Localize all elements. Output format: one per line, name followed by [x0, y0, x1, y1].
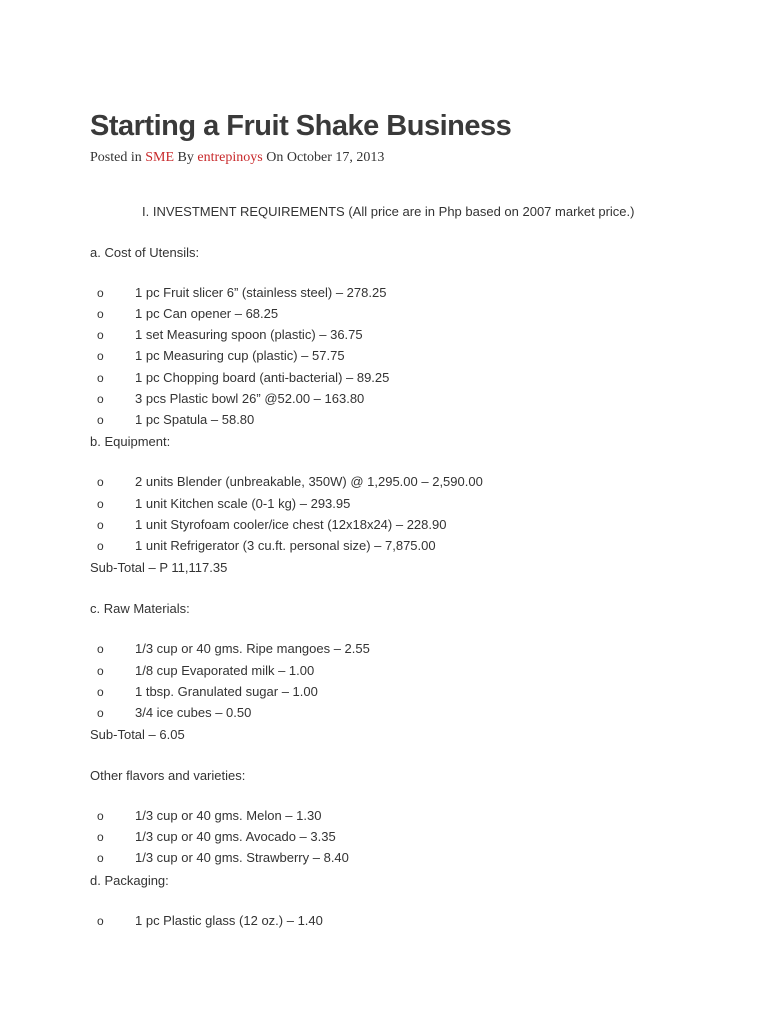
bullet-icon: o [97, 371, 104, 385]
section-heading-other-flavors: Other flavors and varieties: [90, 768, 246, 783]
page-title: Starting a Fruit Shake Business [90, 110, 512, 142]
bullet-icon: o [97, 642, 104, 656]
list-item-text: 1/3 cup or 40 gms. Melon – 1.30 [135, 808, 322, 823]
list-item-text: 1 pc Fruit slicer 6” (stainless steel) – 278.25 [135, 285, 387, 300]
bullet-icon: o [97, 286, 104, 300]
list-item-text: 1/3 cup or 40 gms. Avocado – 3.35 [135, 829, 336, 844]
bullet-icon: o [97, 413, 104, 427]
bullet-icon: o [97, 328, 104, 342]
list-item-text: 1 pc Chopping board (anti-bacterial) – 89.25 [135, 370, 390, 385]
bullet-icon: o [97, 914, 104, 928]
list-item-text: 1 pc Measuring cup (plastic) – 57.75 [135, 348, 345, 363]
list-item-text: 1 unit Styrofoam cooler/ice chest (12x18x24) – 228.90 [135, 517, 447, 532]
subtotal-raw-materials: Sub-Total – 6.05 [90, 727, 185, 742]
article [90, 108, 730, 928]
article-body [90, 108, 730, 928]
list-item-text: 1/8 cup Evaporated milk – 1.00 [135, 663, 315, 678]
bullet-icon: o [97, 349, 104, 363]
bullet-icon: o [97, 518, 104, 532]
list-item-text: 1 pc Plastic glass (12 oz.) – 1.40 [135, 913, 323, 928]
posted-in-label: Posted in [90, 150, 142, 165]
by-label: By [177, 150, 194, 165]
list-item-text: 1/3 cup or 40 gms. Ripe mangoes – 2.55 [135, 641, 370, 656]
intro-heading: I. INVESTMENT REQUIREMENTS (All price are in Php based on 2007 market price.) [142, 204, 635, 219]
bullet-icon: o [97, 664, 104, 678]
bullet-icon: o [97, 475, 104, 489]
bullet-icon: o [97, 392, 104, 406]
post-date: October 17, 2013 [286, 150, 385, 165]
list-item-text: 1 unit Refrigerator (3 cu.ft. personal size) – 7,875.00 [135, 538, 436, 553]
bullet-icon: o [97, 706, 104, 720]
list-item-text: 1/3 cup or 40 gms. Strawberry – 8.40 [135, 850, 349, 865]
bullet-icon: o [97, 539, 104, 553]
bullet-icon: o [97, 307, 104, 321]
list-item-text: 1 set Measuring spoon (plastic) – 36.75 [135, 327, 363, 342]
list-item-text: 2 units Blender (unbreakable, 350W) @ 1,295.00 – 2,590.00 [135, 474, 483, 489]
on-label: On [266, 150, 284, 165]
bullet-icon: o [97, 497, 104, 511]
section-heading-packaging: d. Packaging: [90, 873, 169, 888]
list-item-text: 1 unit Kitchen scale (0-1 kg) – 293.95 [135, 496, 351, 511]
bullet-icon: o [97, 685, 104, 699]
list-item-text: 3 pcs Plastic bowl 26” @52.00 – 163.80 [135, 391, 365, 406]
subtotal-equipment: Sub-Total – P 11,117.35 [90, 560, 228, 575]
author-link[interactable]: entrepinoys [197, 150, 263, 165]
list-item-text: 1 pc Spatula – 58.80 [135, 412, 255, 427]
list-item-text: 1 pc Can opener – 68.25 [135, 306, 279, 321]
section-heading-equipment: b. Equipment: [90, 434, 171, 449]
section-heading-utensils: a. Cost of Utensils: [90, 245, 200, 260]
category-link[interactable]: SME [145, 150, 175, 165]
section-heading-raw-materials: c. Raw Materials: [90, 601, 190, 616]
list-item-text: 3/4 ice cubes – 0.50 [135, 705, 252, 720]
bullet-icon: o [97, 809, 104, 823]
bullet-icon: o [97, 851, 104, 865]
list-item-text: 1 tbsp. Granulated sugar – 1.00 [135, 684, 318, 699]
bullet-icon: o [97, 830, 104, 844]
